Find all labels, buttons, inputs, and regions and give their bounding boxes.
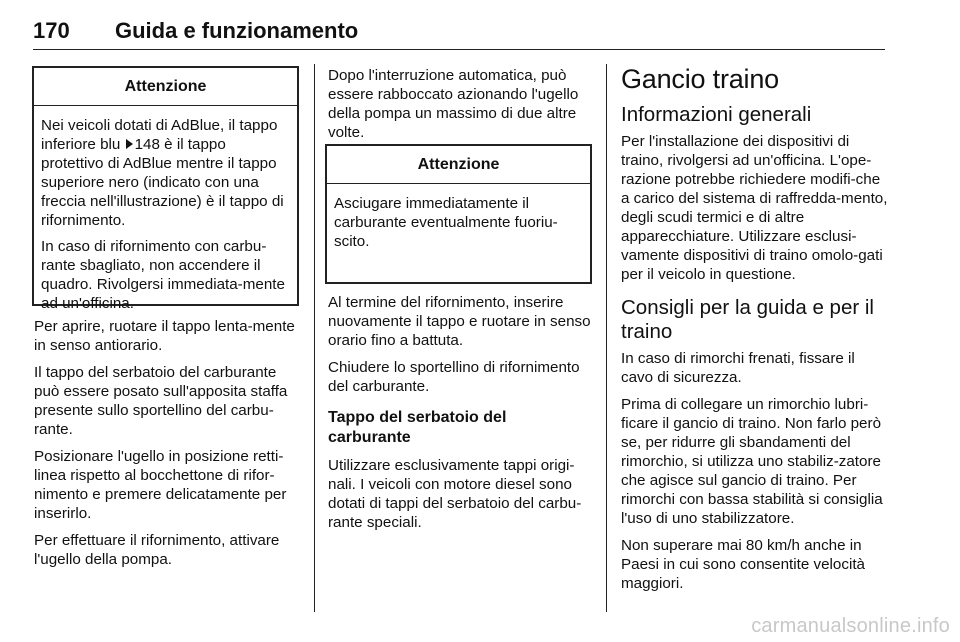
paragraph: Per l'installazione dei dispositivi di traino, rivolgersi ad un'officina. L'ope-razione potrebbe richiedere modifi-che a carico del sistema di raffredda-mento, degli scudi termici e di altre apparecchiature. Utilizzare esclusi-vamente dispositivi di traino omolo-gati per il veicolo in questione.	[621, 133, 888, 283]
warning-title: Attenzione	[327, 146, 590, 184]
warning-text: Asciugare immediatamente il carburante eventualmente fuoriu-scito.	[334, 195, 558, 250]
warning-box-adblue	[32, 66, 299, 312]
column-divider-right	[606, 64, 607, 612]
warning-title: Attenzione	[34, 68, 297, 106]
warning-text-2: In caso di rifornimento con carbu-rante sbagliato, non accendere il quadro. Rivolgersi immediata-mente ad un'officina.	[41, 238, 285, 312]
warning-text-1: Nei veicoli dotati di AdBlue, il tappo inferiore blu 148 è il tappo protettivo di AdBlue mentre il tappo superiore nero (indicato con una freccia nell'illustrazione) è il tappo di rifornimento.	[41, 117, 284, 229]
paragraph: Posizionare l'ugello in posizione retti-linea rispetto al bocchettone di rifor-nimento e premere delicatamente per inserirlo.	[34, 448, 287, 522]
warning-box-fuel	[325, 144, 592, 284]
reference-arrow-icon	[126, 139, 133, 149]
paragraph: Non superare mai 80 km/h anche in Paesi in cui sono consentite velocità maggiori.	[621, 537, 865, 592]
paragraph: Chiudere lo sportellino di rifornimento del carburante.	[328, 359, 580, 395]
section-title: Guida e funzionamento	[115, 18, 359, 43]
paragraph: Per aprire, ruotare il tappo lenta-mente in senso antiorario.	[34, 318, 295, 354]
paragraph: Per effettuare il rifornimento, attivare l'ugello della pompa.	[34, 532, 280, 568]
header-rule	[33, 49, 885, 50]
paragraph: Dopo l'interruzione automatica, può essere rabboccato azionando l'ugello della pompa un massimo di due altre volte.	[328, 67, 579, 141]
column-2-text	[328, 293, 593, 540]
paragraph: Il tappo del serbatoio del carburante può essere posato sull'apposita staffa presente sullo sportellino del carbu-rante.	[34, 364, 288, 438]
subsection-heading: Consigli per la guida e per il traino	[621, 296, 874, 343]
paragraph: Utilizzare esclusivamente tappi origi-nali. I veicoli con motore diesel sono dotati di tappi del serbatoio del carbu-rante speciali.	[328, 457, 582, 531]
page-number: 170	[33, 18, 70, 43]
section-heading: Gancio traino	[621, 64, 779, 94]
subsection-heading: Informazioni generali	[621, 103, 812, 126]
column-1-text	[34, 317, 302, 577]
paragraph: Al termine del rifornimento, inserire nuovamente il tappo e ruotare in senso orario fino a battuta.	[328, 294, 591, 349]
paragraph: In caso di rimorchi frenati, fissare il cavo di sicurezza.	[621, 350, 855, 386]
column-2-intro	[328, 66, 593, 150]
subheading: Tappo del serbatoio del carburante	[328, 409, 507, 446]
column-divider-left	[314, 64, 315, 612]
column-3	[621, 64, 889, 601]
watermark: carmanualsonline.info	[751, 615, 950, 637]
page-header	[33, 18, 358, 44]
paragraph: Prima di collegare un rimorchio lubri-ficare il gancio di traino. Non farlo però se, per ridurre gli sbandamenti del rimorchio, si utilizza uno stabiliz-zatore che agisce sul gancio di traino. Per rimorchi con bassa stabilità si consiglia l'uso di uno stabilizzatore.	[621, 396, 883, 527]
